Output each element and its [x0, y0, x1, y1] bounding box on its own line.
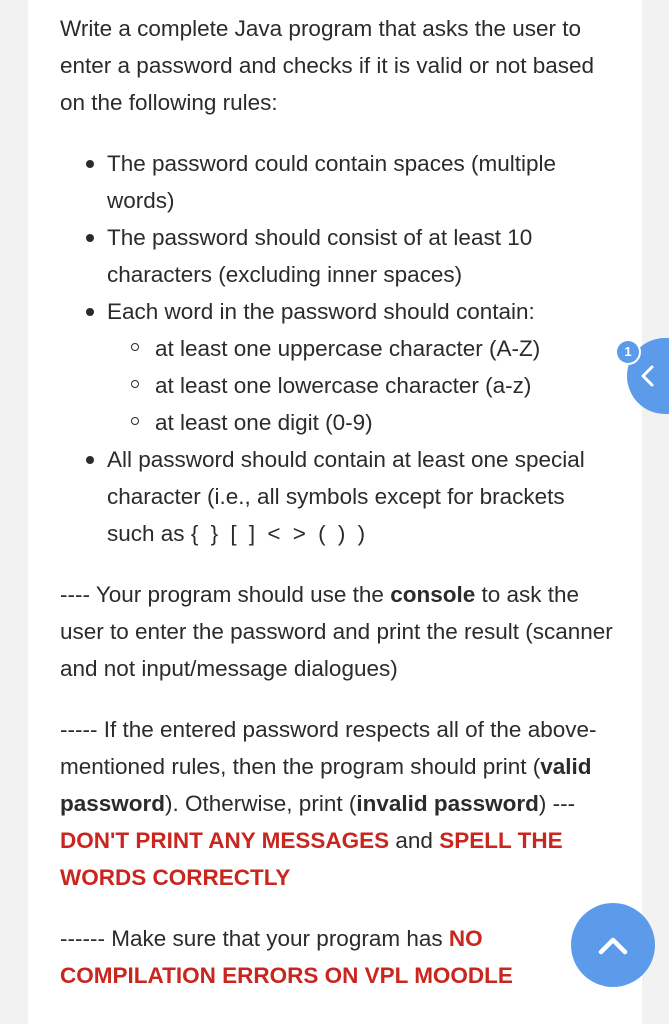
console-prefix: ---- Your program should use the [60, 582, 384, 607]
compile-paragraph [60, 920, 616, 994]
question-card [28, 0, 642, 1024]
warning-spelling: SPELL THE WORDS CORRECTLY [60, 828, 563, 890]
rule-item [107, 293, 616, 441]
question-intro: Write a complete Java program that asks the user to enter a password and checks if it is valid or not based on the following rules: [60, 16, 595, 115]
valid-password-text: valid password [60, 754, 592, 816]
subrule-item: at least one uppercase character (A-Z) [155, 330, 616, 367]
rules-list [60, 145, 616, 552]
question-content [60, 10, 616, 994]
chevron-left-icon [637, 364, 659, 388]
rule-item-label: Each word in the password should contain: [107, 299, 535, 324]
subrule-item: at least one digit (0-9) [155, 404, 616, 441]
brackets-text: { } [ ] < > ( ) ) [190, 521, 369, 546]
rule-item [107, 441, 616, 552]
console-suffix: to ask the user to enter the password and print the result (scanner and not input/message dialogues) [60, 582, 613, 681]
subrule-item: at least one lowercase character (a-z) [155, 367, 616, 404]
validity-prefix: ----- If the entered password respects all of the above-mentioned rules, then the program should print ( [60, 717, 597, 779]
validity-and: and [395, 828, 433, 853]
warning-no-messages: DON'T PRINT ANY MESSAGES [60, 828, 390, 853]
special-rule-text: All password should contain at least one special character (i.e., all symbols except for brackets such as [107, 447, 585, 546]
rule-item: The password could contain spaces (multiple words) [107, 145, 616, 219]
validity-middle: ). Otherwise, print ( [165, 791, 357, 816]
chevron-up-icon [598, 934, 628, 956]
validity-paragraph [60, 711, 616, 896]
console-bold: console [390, 582, 476, 607]
notification-badge: 1 [617, 341, 639, 363]
compile-warning: NO COMPILATION ERRORS ON VPL MOODLE [60, 926, 513, 988]
compile-prefix: ------ Make sure that your program has [60, 926, 443, 951]
console-paragraph [60, 576, 616, 687]
subrules-list [107, 330, 616, 441]
invalid-password-text: invalid password [356, 791, 539, 816]
validity-after: ) --- [538, 791, 576, 816]
rule-item: The password should consist of at least 10 characters (excluding inner spaces) [107, 219, 616, 293]
scroll-to-top-button[interactable] [571, 903, 655, 987]
